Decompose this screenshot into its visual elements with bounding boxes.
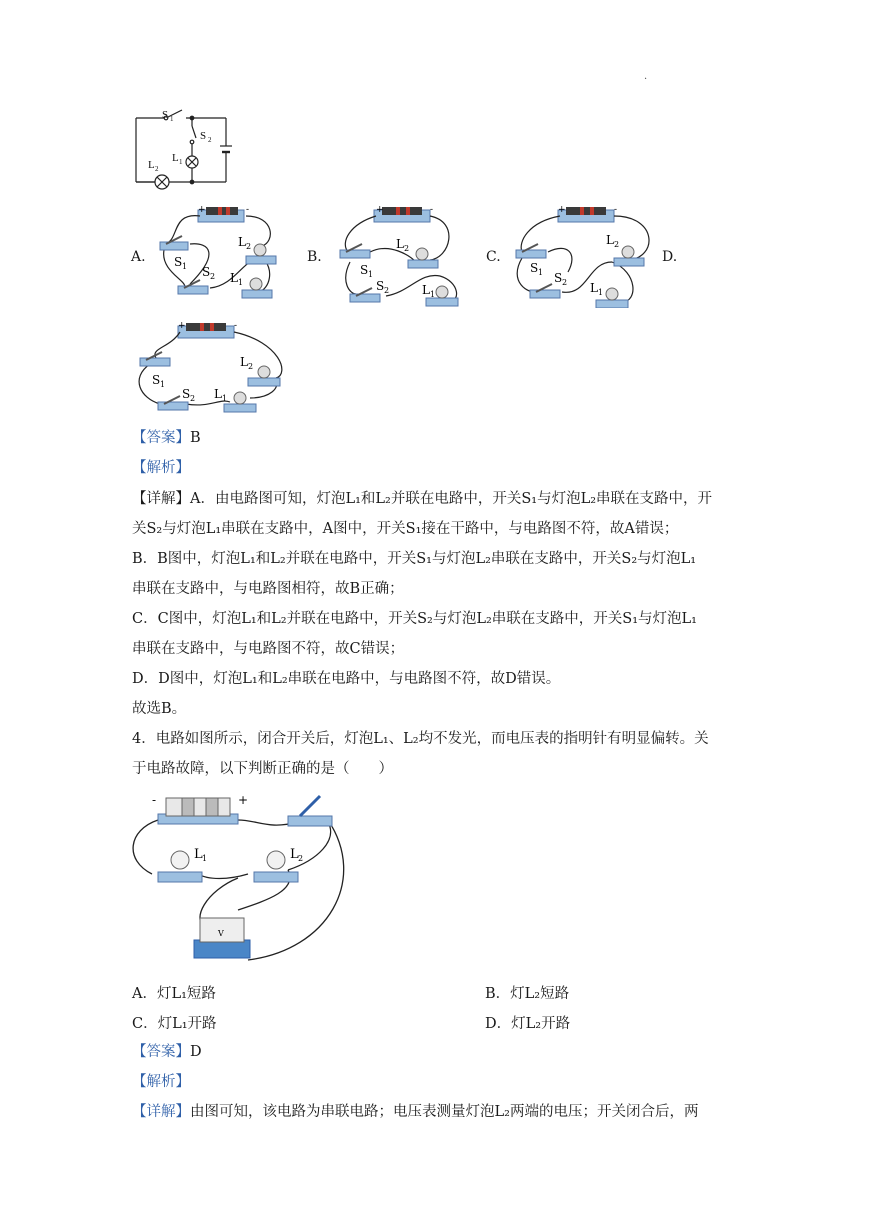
option-d-label: D. [662, 249, 678, 265]
s1-label: S [162, 109, 169, 121]
svg-text:S: S [554, 271, 563, 285]
q3-detail-line-3: B．B图中，灯泡L₁和L₂并联在电路中，开关S₁与灯泡L₂串联在支路中，开关S₂与灯泡L₁ [132, 551, 697, 567]
q4-answer-line [132, 1042, 202, 1062]
q4-circuit-figure [128, 790, 350, 975]
choice-c[interactable]: C．灯L₁开路 [132, 1016, 217, 1032]
detail-text: 由图可知，该电路为串联电路；电压表测量灯泡L₂两端的电压；开关闭合后，两 [190, 1104, 699, 1120]
svg-text:-: - [152, 793, 157, 807]
svg-text:1: 1 [368, 270, 374, 279]
option-c-figure [508, 202, 658, 308]
option-a-label: A. [131, 249, 146, 265]
page-dot: · [644, 74, 648, 85]
choice-a[interactable]: A．灯L₁短路 [132, 986, 216, 1002]
answer-value: D [190, 1044, 202, 1060]
svg-text:1: 1 [238, 278, 244, 287]
svg-text:S: S [182, 387, 191, 401]
svg-text:1: 1 [538, 268, 544, 277]
q3-detail-line-2: 关S₂与灯泡L₁串联在支路中，A图中，开关S₁接在干路中，与电路图不符，故A错误； [132, 521, 679, 537]
svg-text:2: 2 [404, 244, 410, 253]
choice-d[interactable]: D．灯L₂开路 [485, 1016, 571, 1032]
l2-label: L [148, 159, 155, 171]
svg-text:+: + [198, 205, 206, 215]
svg-text:L: L [290, 847, 299, 862]
svg-text:S: S [202, 265, 211, 279]
svg-text:1: 1 [598, 288, 604, 297]
svg-text:-: - [246, 205, 250, 215]
svg-text:S: S [530, 261, 539, 275]
svg-text:2: 2 [614, 240, 620, 249]
svg-text:L: L [194, 847, 203, 862]
svg-text:L: L [230, 271, 238, 285]
svg-text:1: 1 [170, 115, 174, 123]
svg-text:L: L [396, 237, 404, 251]
q3-detail-line-5: C．C图中，灯泡L₁和L₂并联在电路中，开关S₂与灯泡L₂串联在支路中，开关S₁与灯泡L₁ [132, 611, 697, 627]
svg-text:2: 2 [155, 165, 159, 173]
svg-text:-: - [614, 205, 618, 215]
svg-text:-: - [430, 205, 434, 215]
svg-text:L: L [590, 281, 598, 295]
s2-label: S [200, 130, 207, 142]
option-d-figure [130, 318, 285, 418]
q3-conclusion: 故选B。 [132, 701, 187, 717]
svg-text:2: 2 [384, 286, 390, 295]
schematic-circuit-diagram [128, 104, 238, 190]
svg-text:L: L [606, 233, 614, 247]
choice-b[interactable]: B．灯L₂短路 [485, 986, 570, 1002]
svg-text:L: L [214, 387, 222, 401]
option-b-figure [330, 202, 470, 308]
svg-text:+: + [558, 205, 566, 215]
q3-detail-line-1: 【详解】A．由电路图可知，灯泡L₁和L₂并联在电路中，开关S₁与灯泡L₂串联在支路中，开 [132, 491, 713, 507]
svg-text:L: L [238, 235, 246, 249]
svg-text:2: 2 [210, 272, 216, 281]
svg-text:L: L [422, 283, 430, 297]
svg-text:L: L [240, 355, 248, 369]
svg-text:+: + [178, 321, 186, 331]
svg-text:S: S [174, 255, 183, 269]
l1-label: L [172, 152, 179, 164]
answer-value: B [190, 430, 201, 446]
svg-text:+: + [238, 793, 249, 807]
q4-stem-line-2: 于电路故障，以下判断正确的是（ ） [132, 761, 393, 777]
svg-text:2: 2 [190, 394, 196, 403]
detail-tag: 【详解】 [132, 1104, 190, 1120]
svg-text:S: S [360, 263, 369, 277]
svg-text:2: 2 [248, 362, 254, 371]
svg-text:S: S [376, 279, 385, 293]
svg-text:1: 1 [202, 854, 208, 863]
q4-analysis-heading: 【解析】 [132, 1074, 190, 1090]
q3-detail-line-7: D．D图中，灯泡L₁和L₂串联在电路中，与电路图不符，故D错误。 [132, 671, 561, 687]
answer-tag: 【答案】 [132, 430, 190, 446]
svg-text:2: 2 [246, 242, 252, 251]
svg-text:1: 1 [182, 262, 188, 271]
svg-text:1: 1 [160, 380, 166, 389]
answer-tag: 【答案】 [132, 1044, 190, 1060]
q3-answer-line [132, 428, 201, 448]
svg-text:1: 1 [430, 290, 436, 299]
svg-text:2: 2 [208, 136, 212, 144]
svg-text:1: 1 [179, 158, 183, 166]
svg-text:2: 2 [298, 854, 304, 863]
option-a-figure [150, 202, 285, 302]
q4-stem-line-1: 4．电路如图所示，闭合开关后，灯泡L₁、L₂均不发光，而电压表的指明针有明显偏转。关 [132, 731, 709, 747]
q3-detail-line-4: 串联在支路中，与电路图相符，故B正确； [132, 581, 404, 597]
option-b-label: B. [307, 249, 322, 265]
svg-text:-: - [234, 321, 238, 331]
svg-text:+: + [376, 205, 384, 215]
q3-analysis-heading: 【解析】 [132, 460, 190, 476]
q3-detail-line-6: 串联在支路中，与电路图不符，故C错误； [132, 641, 405, 657]
svg-text:S: S [152, 373, 161, 387]
svg-text:1: 1 [222, 394, 228, 403]
svg-text:V: V [218, 929, 224, 938]
option-c-label: C. [486, 249, 501, 265]
svg-text:2: 2 [562, 278, 568, 287]
q4-detail-line [132, 1102, 698, 1122]
